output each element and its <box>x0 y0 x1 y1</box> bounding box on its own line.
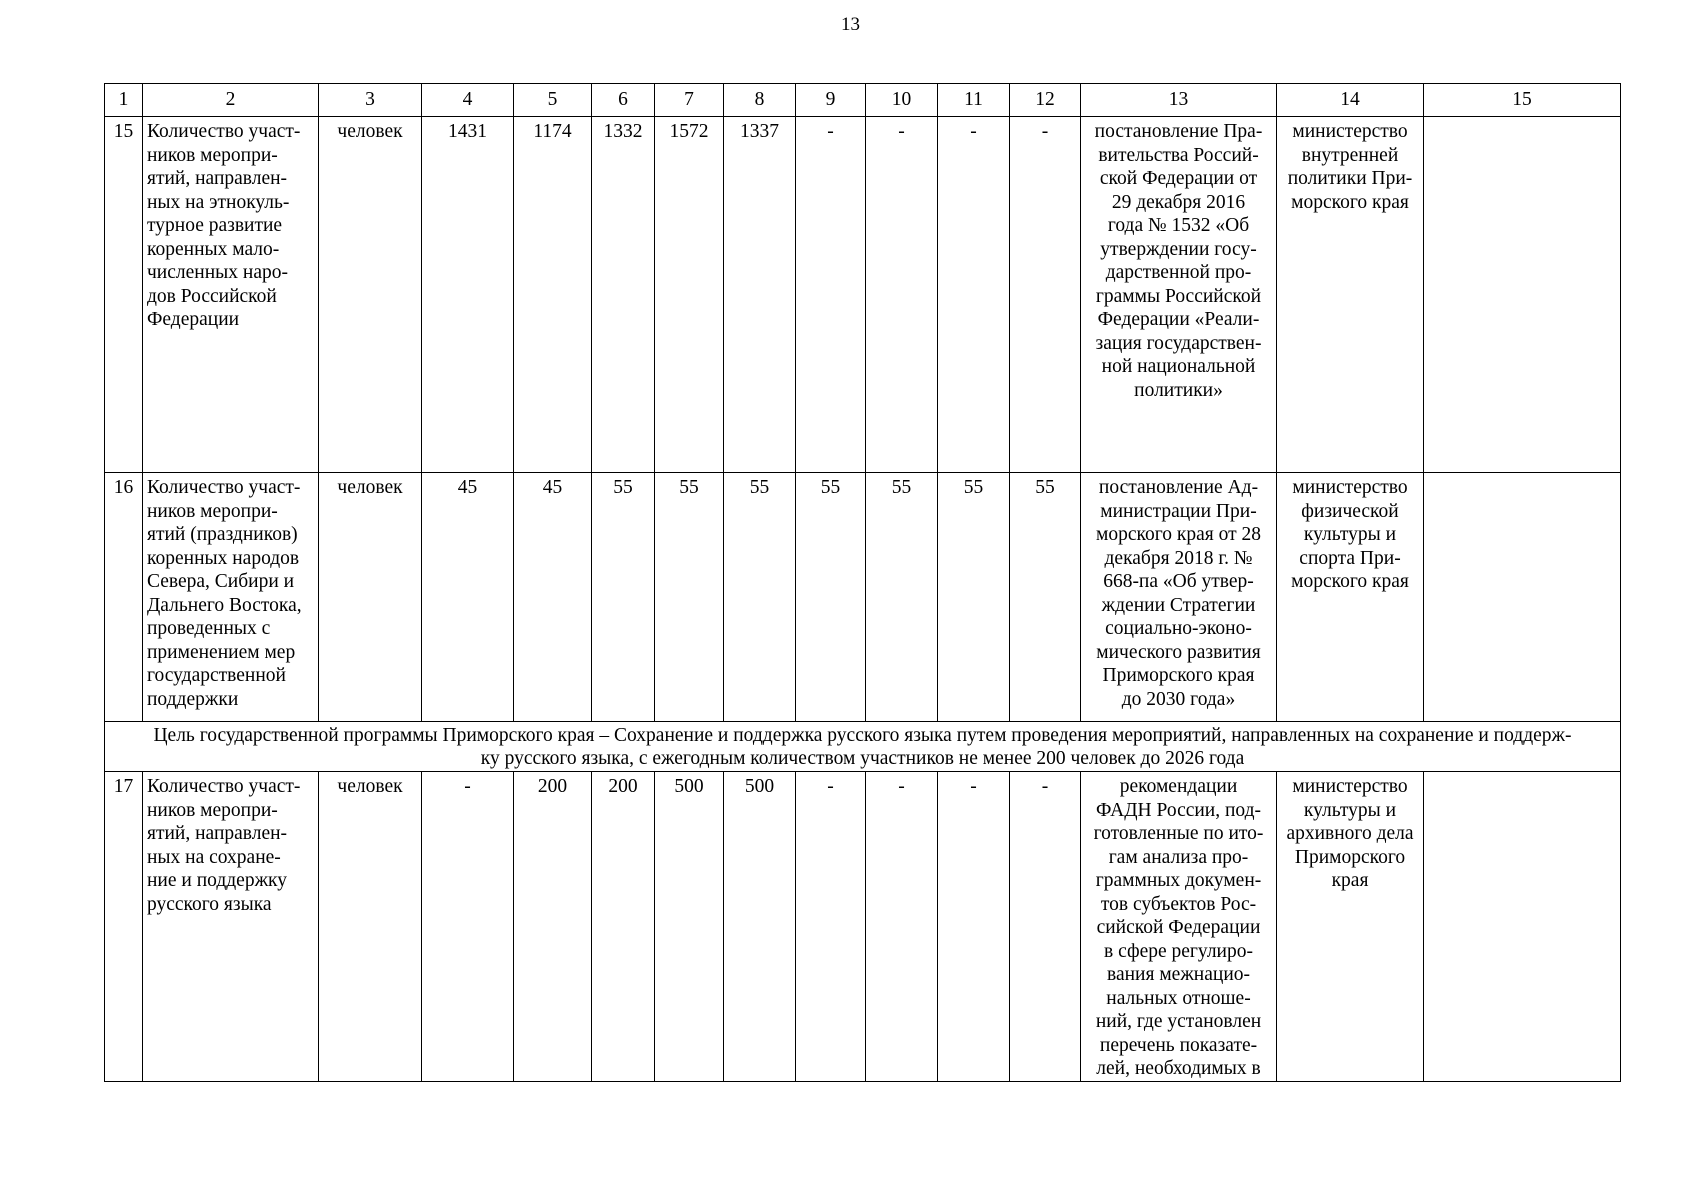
value-cell: - <box>938 772 1010 1082</box>
unit-cell: человек <box>319 473 422 722</box>
column-header: 10 <box>866 84 938 117</box>
value-cell: 200 <box>592 772 655 1082</box>
column-header: 4 <box>422 84 514 117</box>
column-header: 2 <box>143 84 319 117</box>
responsible-body: министерство физической культуры и спорта При- морского края <box>1277 473 1424 722</box>
value-cell: 200 <box>514 772 592 1082</box>
value-cell: 1174 <box>514 117 592 473</box>
goal-row <box>105 722 1621 772</box>
responsible-body: министерство внутренней политики При- морского края <box>1277 117 1424 473</box>
value-cell: - <box>866 117 938 473</box>
value-cell: 1332 <box>592 117 655 473</box>
value-cell: 55 <box>655 473 724 722</box>
value-cell: 1337 <box>724 117 796 473</box>
note-cell <box>1424 473 1621 722</box>
indicators-table <box>104 83 1621 1082</box>
value-cell: 55 <box>938 473 1010 722</box>
program-goal-line-2: ку русского языка, с ежегодным количеством участников не менее 200 человек до 2026 года <box>480 748 1245 769</box>
value-cell: - <box>1010 772 1081 1082</box>
column-header: 5 <box>514 84 592 117</box>
value-cell: 55 <box>724 473 796 722</box>
column-header: 13 <box>1081 84 1277 117</box>
value-cell: 1572 <box>655 117 724 473</box>
column-number-row <box>105 84 1621 117</box>
column-header: 15 <box>1424 84 1621 117</box>
value-cell: - <box>866 772 938 1082</box>
value-cell: 500 <box>724 772 796 1082</box>
note-cell <box>1424 117 1621 473</box>
column-header: 8 <box>724 84 796 117</box>
column-header: 14 <box>1277 84 1424 117</box>
table-row <box>105 772 1621 1082</box>
program-goal-line-1: Цель государственной программы Приморского края – Сохранение и поддержка русского языка путем проведения мероприятий, направленных на сохранение и поддерж- <box>153 725 1572 746</box>
column-header: 9 <box>796 84 866 117</box>
row-number: 17 <box>105 772 143 1082</box>
column-header: 12 <box>1010 84 1081 117</box>
indicator-name: Количество участ- ников меропри- ятий, направлен- ных на этнокуль- турное развитие коренных мало- численных наро- дов Российской Федерации <box>143 117 319 473</box>
source-document: рекомендации ФАДН России, под- готовленные по ито- гам анализа про- граммных докумен- тов субъектов Рос- сийской Федерации в сфере регулиро- вания межнацио- нальных отноше- ний, где установлен перечень показате- лей, необходимых в <box>1081 772 1277 1082</box>
value-cell: - <box>1010 117 1081 473</box>
responsible-body: министерство культуры и архивного дела Приморского края <box>1277 772 1424 1082</box>
value-cell: - <box>796 117 866 473</box>
indicator-name: Количество участ- ников меропри- ятий (праздников) коренных народов Севера, Сибири и Дальнего Востока, проведенных с применением мер государственной поддержки <box>143 473 319 722</box>
column-header: 6 <box>592 84 655 117</box>
value-cell: 55 <box>592 473 655 722</box>
value-cell: 55 <box>1010 473 1081 722</box>
row-number: 16 <box>105 473 143 722</box>
value-cell: 1431 <box>422 117 514 473</box>
unit-cell: человек <box>319 117 422 473</box>
indicator-name: Количество участ- ников меропри- ятий, направлен- ных на сохране- ние и поддержку русского языка <box>143 772 319 1082</box>
program-goal <box>105 722 1621 772</box>
column-header: 11 <box>938 84 1010 117</box>
column-header: 1 <box>105 84 143 117</box>
value-cell: 55 <box>866 473 938 722</box>
note-cell <box>1424 772 1621 1082</box>
source-document: постановление Ад- министрации При- морского края от 28 декабря 2018 г. № 668-па «Об утвер- ждении Стратегии социально-эконо- мического развития Приморского края до 2030 года» <box>1081 473 1277 722</box>
table-row <box>105 473 1621 722</box>
value-cell: 45 <box>422 473 514 722</box>
unit-cell: человек <box>319 772 422 1082</box>
column-header: 7 <box>655 84 724 117</box>
column-header: 3 <box>319 84 422 117</box>
value-cell: 45 <box>514 473 592 722</box>
value-cell: 500 <box>655 772 724 1082</box>
value-cell: - <box>796 772 866 1082</box>
value-cell: - <box>422 772 514 1082</box>
value-cell: - <box>938 117 1010 473</box>
row-number: 15 <box>105 117 143 473</box>
table-row <box>105 117 1621 473</box>
page-number: 13 <box>841 14 860 35</box>
value-cell: 55 <box>796 473 866 722</box>
source-document: постановление Пра- вительства Россий- ской Федерации от 29 декабря 2016 года № 1532 «Об утверждении госу- дарственной про- граммы Российской Федерации «Реали- зация государствен- ной национальной политики» <box>1081 117 1277 473</box>
